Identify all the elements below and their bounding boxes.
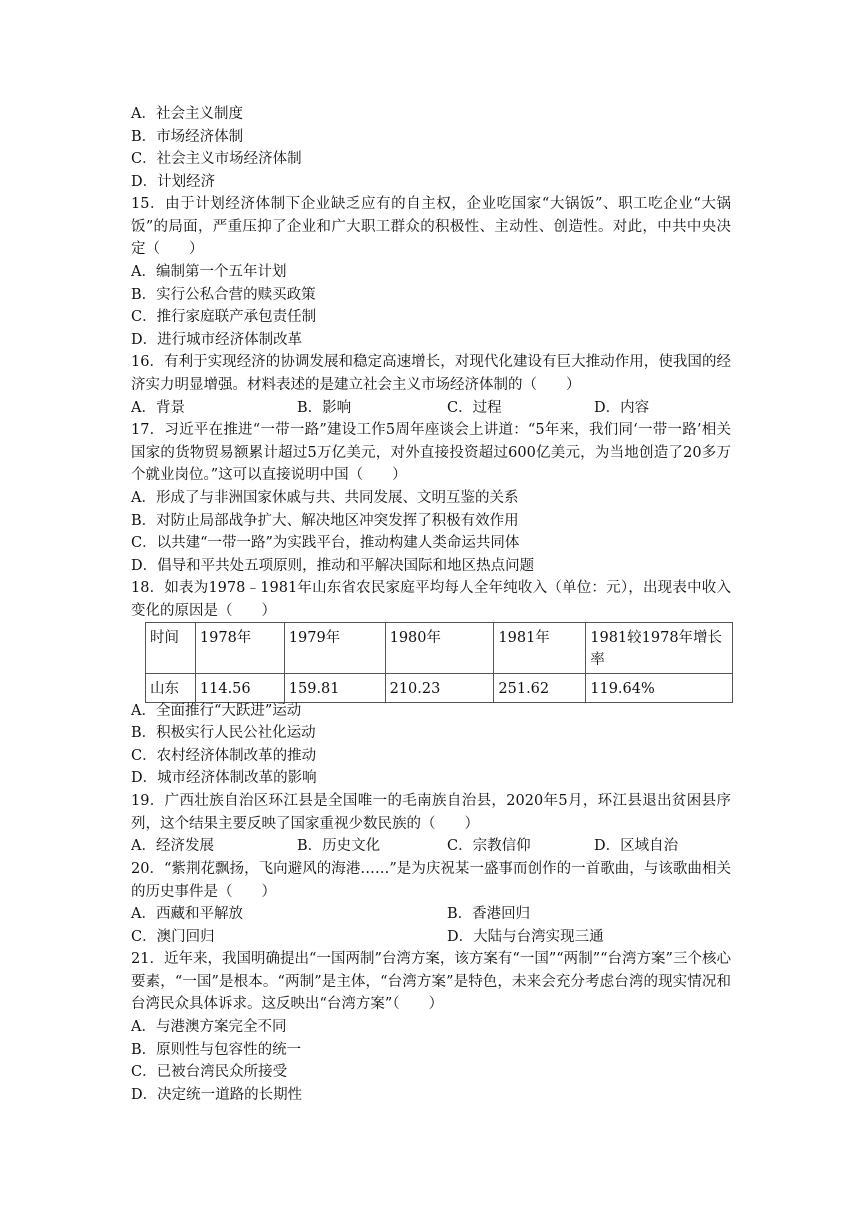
q16-option-a: A．背景	[131, 400, 185, 416]
table-header-cell: 1981较1978年增长率	[586, 623, 733, 674]
q14-option-c: C．社会主义市场经济体制	[131, 151, 302, 167]
q14-option-a: A．社会主义制度	[131, 106, 243, 122]
q20-option-d: D．大陆与台湾实现三通	[447, 929, 604, 945]
table-header-cell: 1979年	[284, 623, 385, 674]
table-cell: 159.81	[284, 674, 385, 703]
q15-option-c: C．推行家庭联产承包责任制	[131, 309, 317, 325]
q18-option-a: A．全面推行“大跃进”运动	[131, 703, 302, 719]
q20-option-c: C．澳门回归	[131, 929, 215, 945]
q17-stem: 17．习近平在推进“一带一路”建设工作5周年座谈会上讲道：“5年来，我们同‘一带一路’相关国家的货物贸易额累计超过5万亿美元，对外直接投资超过600亿美元，为当地创造了20多万个就业岗位。”这可以直接说明中国（ ）	[131, 422, 731, 483]
q21-stem: 21．近年来，我国明确提出“一国两制”台湾方案，该方案有“一国”“两制”“台湾方案”三个核心要素，“一国”是根本。“两制”是主体，“台湾方案”是特色，未来会充分考虑台湾的现实情况和台湾民众具体诉求。这反映出“台湾方案”（ ）	[131, 951, 731, 1012]
q19-option-c: C．宗教信仰	[447, 838, 531, 854]
q14-option-b: B．市场经济体制	[131, 129, 244, 145]
table-header-cell: 时间	[146, 623, 196, 674]
q18-option-c: C．农村经济体制改革的推动	[131, 748, 317, 764]
q21-option-d: D．决定统一道路的长期性	[131, 1087, 303, 1103]
q17-option-b: B．对防止局部战争扩大、解决地区冲突发挥了积极有效作用	[131, 513, 519, 529]
q18-option-b: B．积极实行人民公社化运动	[131, 725, 316, 741]
table-cell: 251.62	[494, 674, 586, 703]
table-cell: 119.64%	[586, 674, 733, 703]
table-header-row	[146, 623, 733, 674]
q16-stem: 16．有利于实现经济的协调发展和稳定高速增长，对现代化建设有巨大推动作用，使我国的经济实力明显增强。材料表述的是建立社会主义市场经济体制的（ ）	[131, 354, 731, 393]
q21-option-c: C．已被台湾民众所接受	[131, 1064, 288, 1080]
table-cell: 210.23	[385, 674, 494, 703]
q19-stem: 19．广西壮族自治区环江县是全国唯一的毛南族自治县，2020年5月，环江县退出贫困县序列，这个结果主要反映了国家重视少数民族的（ ）	[131, 793, 731, 832]
q16-option-c: C．过程	[447, 400, 502, 416]
q20-option-a: A．西藏和平解放	[131, 906, 243, 922]
q16-option-d: D．内容	[594, 400, 650, 416]
income-table	[145, 622, 733, 703]
q15-option-a: A．编制第一个五年计划	[131, 264, 287, 280]
q21-option-a: A．与港澳方案完全不同	[131, 1019, 287, 1035]
q20-option-b: B．香港回归	[447, 906, 531, 922]
q15-stem: 15．由于计划经济体制下企业缺乏应有的自主权，企业吃国家“大锅饭”、职工吃企业“大锅饭”的局面，严重压抑了企业和广大职工群众的积极性、主动性、创造性。对此，中共中央决定（ ）	[131, 196, 731, 257]
q21-option-b: B．原则性与包容性的统一	[131, 1042, 302, 1058]
q20-stem: 20．“紫荆花飘扬，飞向避风的海港……”是为庆祝某一盛事而创作的一首歌曲，与该歌曲相关的历史事件是（ ）	[131, 861, 731, 900]
table-row	[146, 674, 733, 703]
q19-option-a: A．经济发展	[131, 838, 214, 854]
q17-option-a: A．形成了与非洲国家休戚与共、共同发展、文明互鉴的关系	[131, 490, 519, 506]
table-header-cell: 1978年	[195, 623, 284, 674]
q15-option-d: D．进行城市经济体制改革	[131, 332, 303, 348]
table-header-cell: 1980年	[385, 623, 494, 674]
q17-option-c: C．以共建“一带一路”为实践平台，推动构建人类命运共同体	[131, 535, 520, 551]
q19-option-b: B．历史文化	[297, 838, 381, 854]
q16-option-b: B．影响	[297, 400, 352, 416]
q14-option-d: D．计划经济	[131, 174, 216, 190]
q15-option-b: B．实行公私合营的赎买政策	[131, 287, 316, 303]
table-header-cell: 1981年	[494, 623, 586, 674]
table-cell: 114.56	[195, 674, 284, 703]
q19-option-d: D．区域自治	[594, 838, 679, 854]
q17-option-d: D．倡导和平共处五项原则，推动和平解决国际和地区热点问题	[131, 558, 535, 574]
q18-stem: 18．如表为1978﹣1981年山东省农民家庭平均每人全年纯收入（单位：元），出现表中收入变化的原因是（ ）	[131, 580, 731, 619]
q18-option-d: D．城市经济体制改革的影响	[131, 770, 317, 786]
table-cell: 山东	[146, 674, 196, 703]
